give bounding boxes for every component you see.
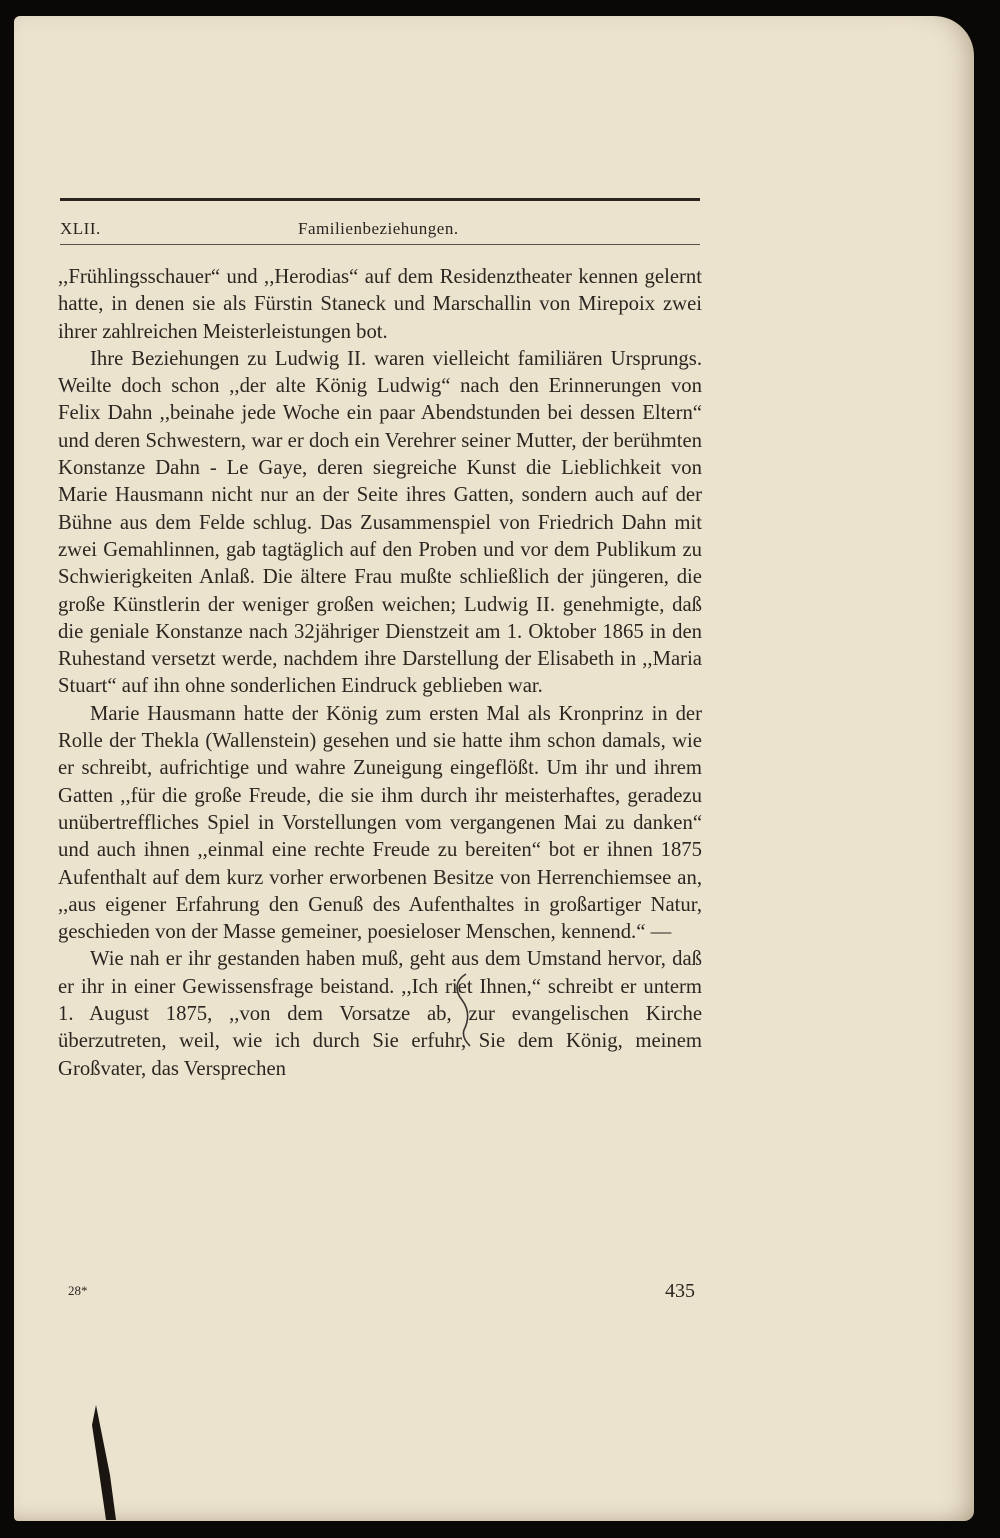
pencil-mark [448,970,488,1050]
paragraph: Ihre Beziehungen zu Ludwig II. waren vielleicht familiären Ursprungs. Weilte doch schon ,,der alte König Ludwig“ nach den Erinnerungen von Felix Dahn ,,beinahe jede Woche ein paar Abendstunden bei dessen Eltern“ und deren Schwestern, war er doch ein Verehrer seiner Mutter, der berühmten Konstanze Dahn - Le Gaye, deren siegreiche Kunst die Lieblichkeit von Marie Hausmann nicht nur an der Seite ihres Gatten, sondern auch auf der Bühne aus dem Felde schlug. Das Zusammenspiel von Friedrich Dahn mit zwei Gemahlinnen, gab tagtäglich auf den Proben und vor dem Publikum zu Schwierigkeiten Anlaß. Die ältere Frau mußte schließlich der jüngeren, die große Künstlerin der weniger großen weichen; Ludwig II. genehmigte, daß die geniale Konstanze nach 32jähriger Dienstzeit am 1. Oktober 1865 in den Ruhestand versetzt werde, nachdem ihre Darstellung der Elisabeth in ,,Maria Stuart“ auf ihn ohne sonderlichen Eindruck geblieben war. [58,347,702,698]
paragraph: ,,Frühlingsschauer“ und ,,Herodias“ auf dem Residenztheater kennen gelernt hatte, in denen sie als Fürstin Staneck und Marschallin von Mirepoix zwei ihrer zahlreichen Meisterleistungen bot. [58,266,702,343]
signature-mark: 28* [68,1283,88,1298]
page-number: 435 [665,1280,695,1302]
page-tear-mark [88,1405,118,1520]
scan-background [0,0,14,1538]
header-rule-thin [60,244,700,245]
header-rule-thick [60,198,700,201]
paragraph: Wie nah er ihr gestanden haben muß, geht aus dem Umstand hervor, daß er ihr in einer Gewissensfrage beistand. ,,Ich riet Ihnen,“ schreibt er unterm 1. August 1875, ,,von dem Vorsatze ab, zur evangelischen Kirche überzutreten, weil, wie ich durch Sie erfuhr, Sie dem König, meinem Großvater, das Versprechen [58,948,702,1080]
running-title: Familienbeziehungen. [298,219,459,238]
body-text [58,264,702,1083]
paragraph: Marie Hausmann hatte der König zum ersten Mal als Kronprinz in der Rolle der Thekla (Wallenstein) gesehen und sie hatte ihm schon damals, wie er schreibt, aufrichtige und wahre Zuneigung eingeflößt. Um ihr und ihrem Gatten ,,für die große Freude, die sie ihm durch ihr meisterhaftes, geradezu unübertreffliches Spiel in Vorstellungen vom vergangenen Mai zu danken“ und auch ihnen ,,einmal eine rechte Freude zu bereiten“ bot er ihnen 1875 Aufenthalt auf dem kurz vorher erworbenen Besitze von Herrenchiemsee an, ,,aus eigener Erfahrung den Genuß des Aufenthaltes in großartiger Natur, geschieden von der Masse gemeiner, poesieloser Menschen, kennend.“ — [58,702,702,944]
chapter-number: XLII. [60,219,101,238]
